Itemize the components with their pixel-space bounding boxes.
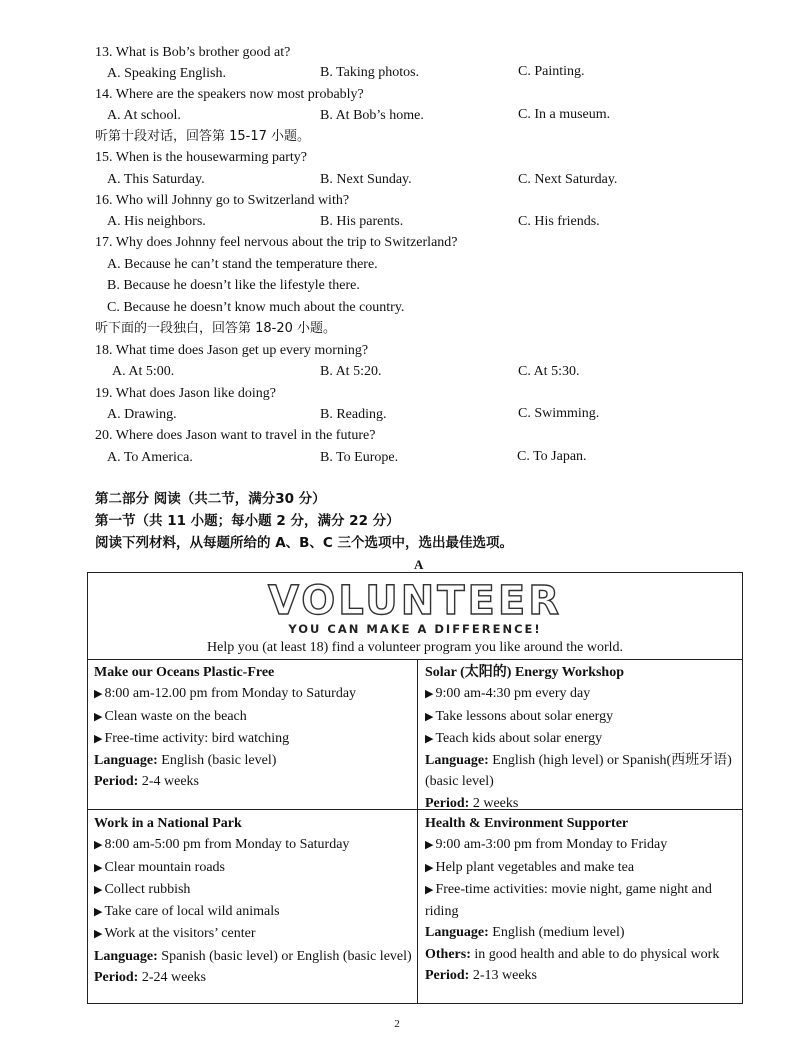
program-title: Solar (太阳的) Energy Workshop — [425, 665, 625, 680]
triangle-bullet-icon: ▶ — [94, 710, 103, 723]
triangle-bullet-icon: ▶ — [94, 928, 103, 941]
option-14a: A. At school. — [107, 108, 181, 123]
program-others: Others: in good health and able to do physical work — [425, 946, 720, 962]
option-19b: B. Reading. — [320, 407, 387, 422]
triangle-bullet-icon: ▶ — [425, 688, 434, 701]
program-language: Language: English (medium level) — [425, 925, 625, 941]
program-period: Period: 2 weeks — [425, 795, 519, 811]
option-15c: C. Next Saturday. — [518, 172, 618, 187]
program-language: Language: English (basic level) — [94, 753, 277, 769]
list-item: ▶ Take lessons about solar energy — [425, 708, 614, 724]
list-item: ▶ 9:00 am-4:30 pm every day — [425, 686, 591, 702]
volunteer-ad — [87, 572, 743, 1004]
program-language: Language: Spanish (basic level) or English (basic level) — [94, 948, 412, 964]
option-19a: A. Drawing. — [107, 407, 177, 422]
question-18: 18. What time does Jason get up every morning? — [95, 343, 369, 358]
volunteer-intro: Help you (at least 18) find a volunteer program you like around the world. — [207, 640, 623, 655]
grid-divider — [417, 659, 418, 1003]
list-item: ▶ Collect rubbish — [94, 881, 191, 897]
option-20a: A. To America. — [107, 450, 193, 465]
question-14: 14. Where are the speakers now most probably? — [95, 87, 364, 102]
option-15a: A. This Saturday. — [107, 172, 205, 187]
section1-heading: 第一节（共 11 小题；每小题 2 分，满分 22 分） — [95, 513, 400, 529]
passage-label: A — [414, 557, 424, 572]
question-19: 19. What does Jason like doing? — [95, 386, 276, 401]
program-period: Period: 2-13 weeks — [425, 968, 537, 984]
grid-divider — [88, 659, 742, 660]
option-13a: A. Speaking English. — [107, 66, 226, 81]
list-item: ▶ 8:00 am-12.00 pm from Monday to Saturday — [94, 686, 357, 702]
program-oceans — [94, 662, 412, 793]
triangle-bullet-icon: ▶ — [425, 710, 434, 723]
option-17a: A. Because he can’t stand the temperature there. — [107, 257, 378, 272]
option-16b: B. His parents. — [320, 214, 404, 229]
section-dialog-10: 听第十段对话，回答第 15-17 小题。 — [95, 129, 311, 144]
list-item: ▶ 9:00 am-3:00 pm from Monday to Friday — [425, 837, 668, 853]
program-health-environment — [425, 813, 739, 986]
part2-heading: 第二部分 阅读（共二节，满分30 分） — [95, 491, 326, 507]
triangle-bullet-icon: ▶ — [94, 906, 103, 919]
option-18b: B. At 5:20. — [320, 364, 382, 379]
program-solar — [425, 662, 739, 814]
list-item: ▶ Help plant vegetables and make tea — [425, 859, 635, 875]
program-period: Period: 2-24 weeks — [94, 970, 206, 986]
option-13b: B. Taking photos. — [320, 65, 420, 80]
option-18c: C. At 5:30. — [518, 364, 580, 379]
option-17b: B. Because he doesn’t like the lifestyle there. — [107, 278, 360, 293]
program-title: Make our Oceans Plastic-Free — [94, 665, 275, 680]
list-item: ▶ 8:00 am-5:00 pm from Monday to Saturday — [94, 837, 350, 853]
triangle-bullet-icon: ▶ — [94, 839, 103, 852]
list-item: ▶ Clear mountain roads — [94, 859, 225, 875]
volunteer-title: VOLUNTEER — [267, 578, 562, 624]
list-item: ▶ Free-time activity: bird watching — [94, 730, 290, 746]
program-language: Language: English (high level) or Spanish(西班牙语) (basic level) — [425, 753, 732, 790]
triangle-bullet-icon: ▶ — [94, 883, 103, 896]
volunteer-subtitle: YOU CAN MAKE A DIFFERENCE! — [288, 622, 542, 636]
triangle-bullet-icon: ▶ — [425, 839, 434, 852]
program-title: Work in a National Park — [94, 816, 242, 831]
option-15b: B. Next Sunday. — [320, 172, 412, 187]
list-item: ▶ Work at the visitors’ center — [94, 926, 256, 942]
option-14b: B. At Bob’s home. — [320, 108, 424, 123]
program-title: Health & Environment Supporter — [425, 816, 629, 831]
triangle-bullet-icon: ▶ — [94, 688, 103, 701]
option-20b: B. To Europe. — [320, 450, 399, 465]
option-19c: C. Swimming. — [518, 406, 600, 421]
question-17: 17. Why does Johnny feel nervous about the trip to Switzerland? — [95, 235, 458, 250]
option-16c: C. His friends. — [518, 214, 600, 229]
program-period: Period: 2-4 weeks — [94, 774, 199, 790]
question-16: 16. Who will Johnny go to Switzerland with? — [95, 193, 350, 208]
triangle-bullet-icon: ▶ — [425, 732, 434, 745]
triangle-bullet-icon: ▶ — [94, 861, 103, 874]
list-item: ▶ Teach kids about solar energy — [425, 730, 603, 746]
question-15: 15. When is the housewarming party? — [95, 150, 308, 165]
list-item: ▶ Free-time activities: movie night, game night and riding — [425, 881, 712, 920]
triangle-bullet-icon: ▶ — [94, 732, 103, 745]
page-number: 2 — [394, 1018, 400, 1030]
list-item: ▶ Clean waste on the beach — [94, 708, 247, 724]
option-20c: C. To Japan. — [517, 449, 587, 464]
option-16a: A. His neighbors. — [107, 214, 206, 229]
option-17c: C. Because he doesn’t know much about the country. — [107, 300, 405, 315]
triangle-bullet-icon: ▶ — [425, 861, 434, 874]
program-national-park — [94, 813, 412, 988]
reading-instruction: 阅读下列材料，从每题所给的 A、B、C 三个选项中，选出最佳选项。 — [95, 535, 514, 551]
question-20: 20. Where does Jason want to travel in the future? — [95, 428, 376, 443]
option-13c: C. Painting. — [518, 64, 585, 79]
section-monologue: 听下面的一段独白，回答第 18-20 小题。 — [95, 321, 337, 336]
option-14c: C. In a museum. — [518, 107, 611, 122]
option-18a: A. At 5:00. — [112, 364, 175, 379]
triangle-bullet-icon: ▶ — [425, 883, 434, 896]
question-13: 13. What is Bob’s brother good at? — [95, 45, 291, 60]
list-item: ▶ Take care of local wild animals — [94, 904, 280, 920]
